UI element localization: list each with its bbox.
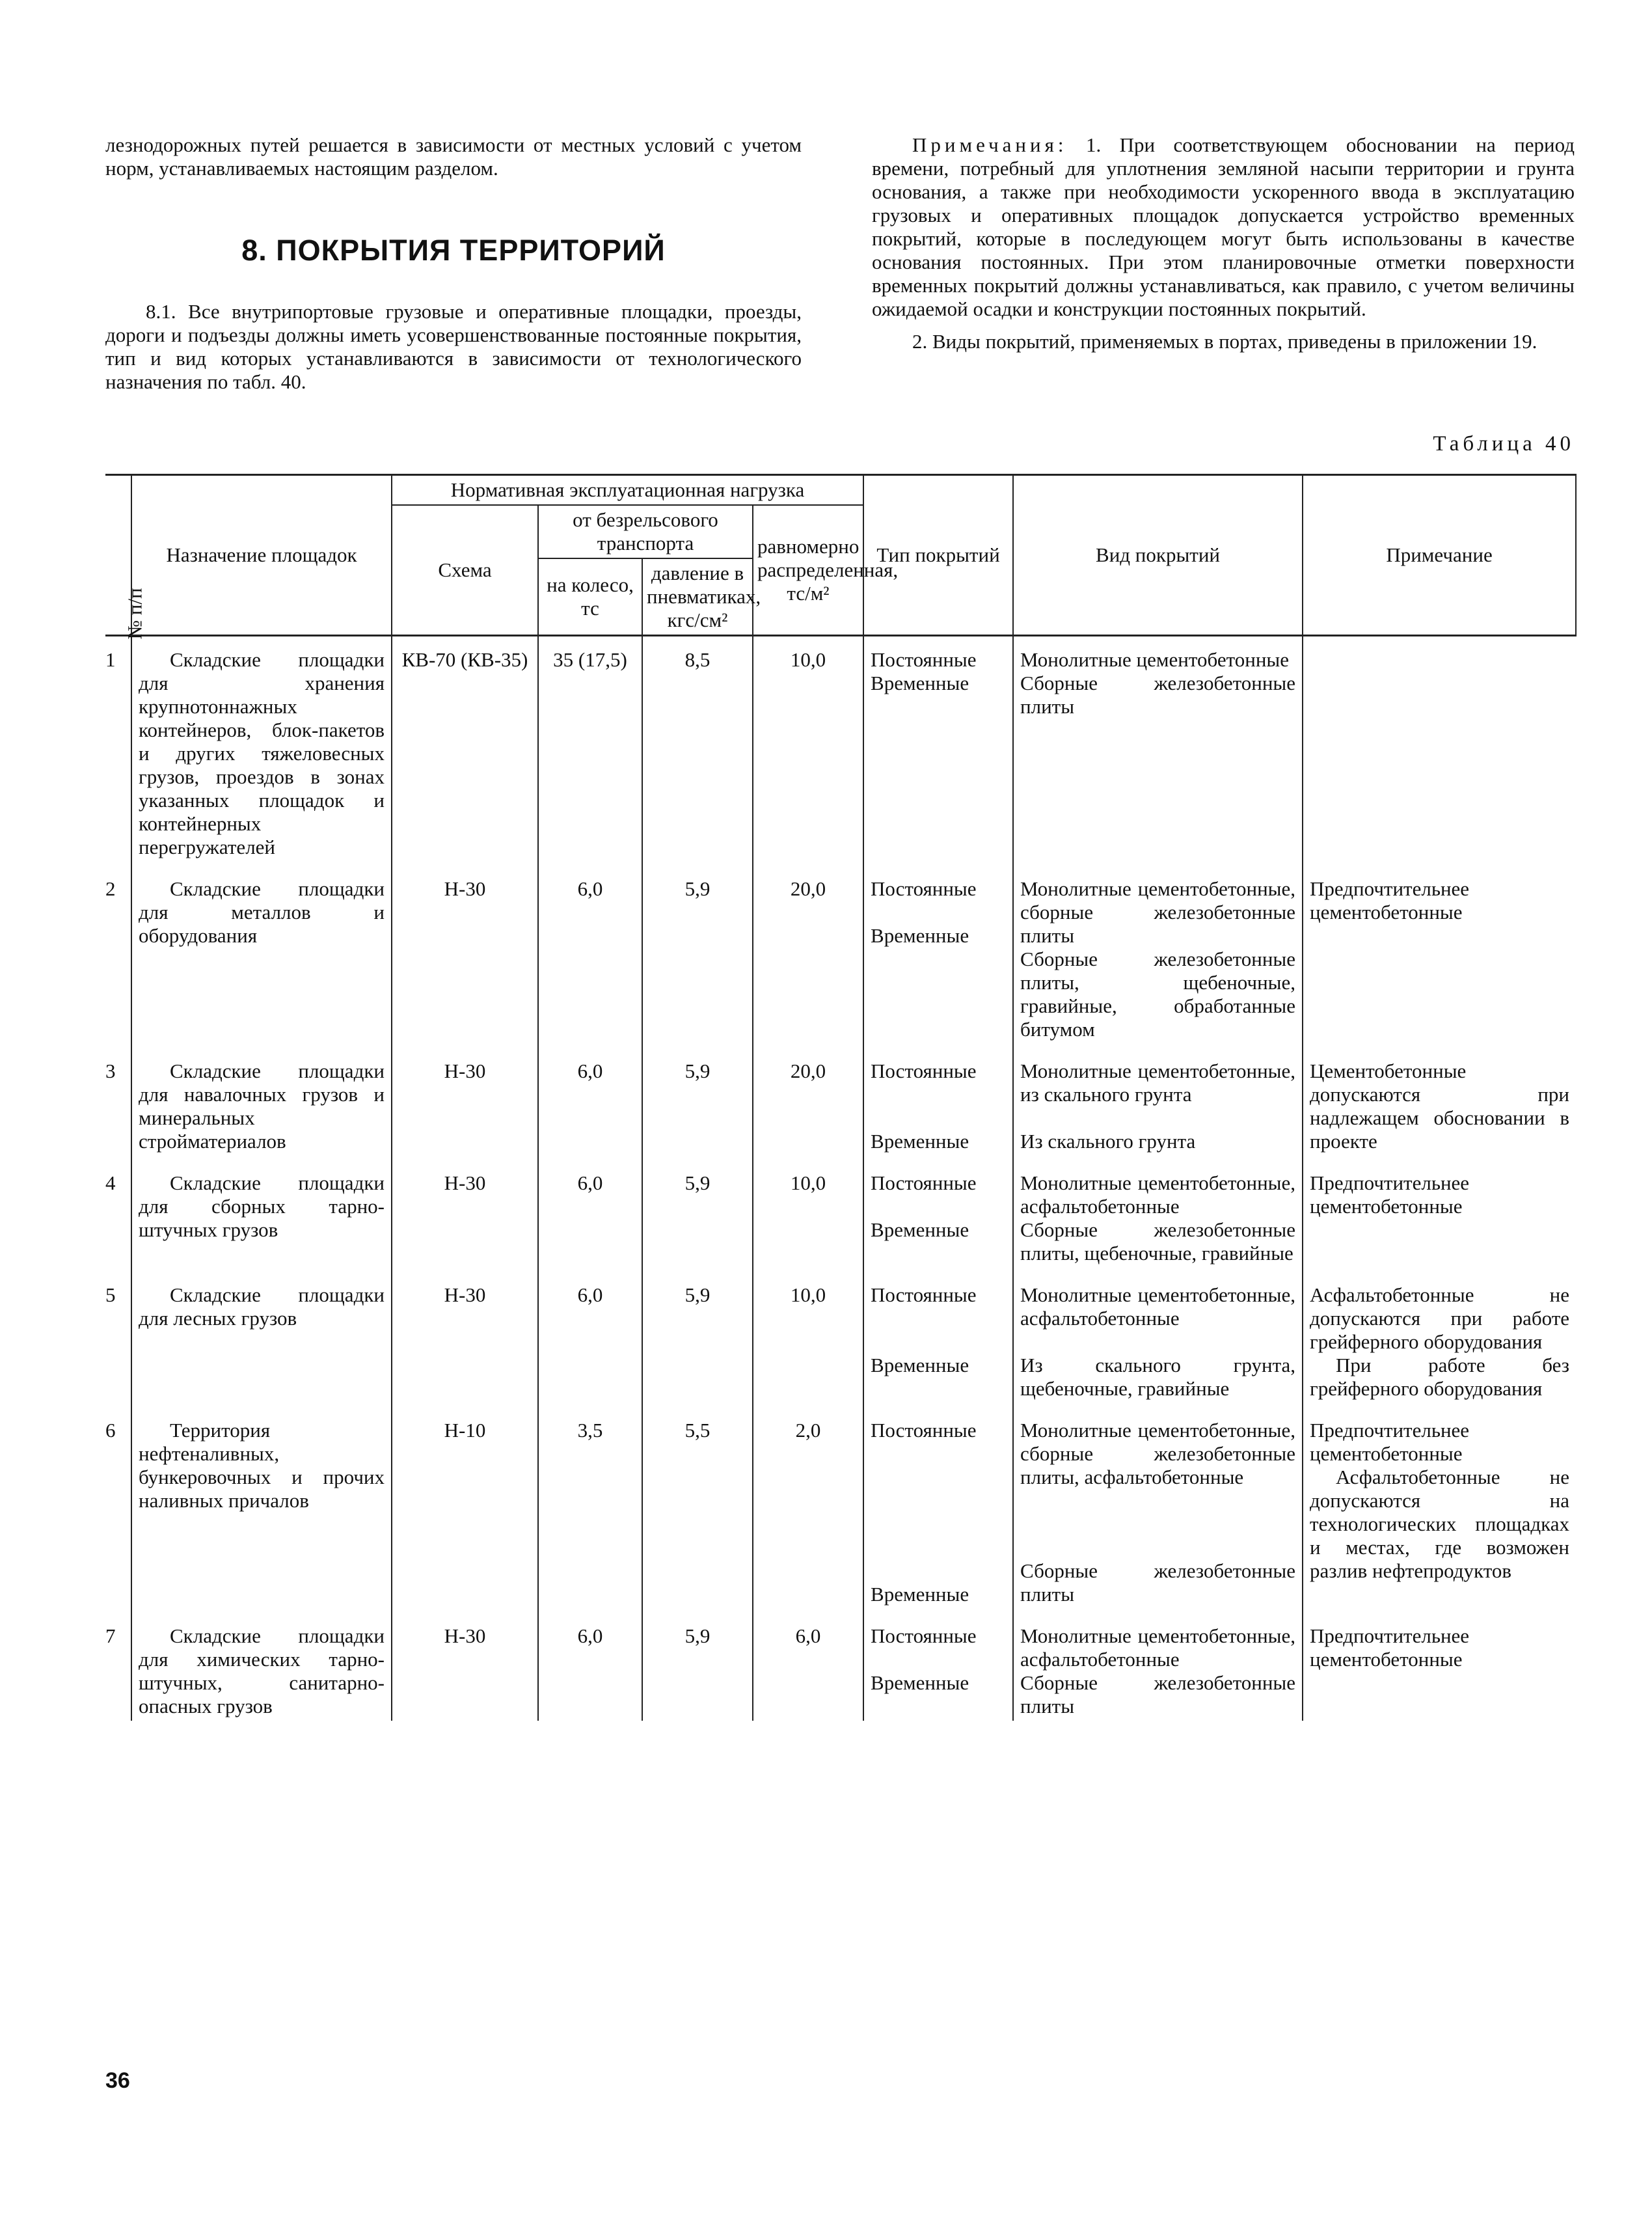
- row-scheme: Н-10: [392, 1403, 538, 1609]
- table-row: [105, 1156, 1576, 1268]
- row-note: [1303, 636, 1576, 862]
- row-type: Постоянные Временные: [863, 1403, 1013, 1609]
- row-type: Постоянные Временные: [863, 862, 1013, 1044]
- table-row: [105, 1044, 1576, 1156]
- header-wheel: на колесо, тс: [538, 558, 642, 636]
- section-title: 8. ПОКРЫТИЯ ТЕРРИТОРИЙ: [241, 234, 666, 267]
- row-scheme: Н-30: [392, 1609, 538, 1721]
- header-type: Тип покрытий: [863, 475, 1013, 636]
- table-row: [105, 1403, 1576, 1609]
- row-type: Постоянные Временные: [863, 1609, 1013, 1721]
- row-num: 4: [105, 1171, 116, 1194]
- row-type: Постоянные Временные: [863, 1044, 1013, 1156]
- row-num: 5: [105, 1283, 116, 1306]
- row-scheme: Н-30: [392, 1044, 538, 1156]
- row-scheme: Н-30: [392, 862, 538, 1044]
- row-purpose: Складские площадки для металлов и оборудования: [131, 862, 392, 1044]
- row-kind: Монолитные цементобетонные, асфальтобетонные Сборные железобетонные плиты: [1013, 1609, 1303, 1721]
- row-purpose: Складские площадки для хранения крупнотоннажных контейнеров, блок-пакетов и других тяжеловесных грузов, проездов в зонах указанных площадок и контейнерных перегружателей: [131, 636, 392, 862]
- row-wheel: 6,0: [538, 1268, 642, 1403]
- row-pressure: 5,9: [642, 862, 753, 1044]
- table-40: [105, 474, 1577, 1721]
- row-wheel: 6,0: [538, 1156, 642, 1268]
- note-1-paragraph: [872, 133, 1575, 321]
- row-num: 1: [105, 648, 116, 671]
- row-kind: Монолитные цементобетонные, из скального грунта Из скального грунта: [1013, 1044, 1303, 1156]
- row-type: Постоянные Временные: [863, 1156, 1013, 1268]
- row-uniform: 6,0: [753, 1609, 863, 1721]
- notes-label: Примечания:: [912, 133, 1068, 156]
- header-purpose: Назначение площадок: [131, 475, 392, 636]
- table-row: [105, 1609, 1576, 1721]
- row-purpose: Территория нефтеналивных, бункеровочных и прочих наливных причалов: [131, 1403, 392, 1609]
- row-note: Цементобетонные допускаются при надлежащем обосновании в проекте: [1303, 1044, 1576, 1156]
- row-uniform: 10,0: [753, 636, 863, 862]
- row-purpose: Складские площадки для лесных грузов: [131, 1268, 392, 1403]
- row-kind: Монолитные цементобетонные, сборные железобетонные плиты, асфальтобетонные Сборные железобетонные плиты: [1013, 1403, 1303, 1609]
- row-type: Постоянные Временные: [863, 636, 1013, 862]
- header-scheme: Схема: [392, 505, 538, 636]
- row-uniform: 20,0: [753, 1044, 863, 1156]
- row-uniform: 20,0: [753, 862, 863, 1044]
- row-pressure: 8,5: [642, 636, 753, 862]
- row-num: 3: [105, 1060, 116, 1082]
- row-note: Предпочтительнее цементобетонные: [1303, 862, 1576, 1044]
- row-num: 2: [105, 877, 116, 900]
- table-row: [105, 1268, 1576, 1403]
- row-wheel: 3,5: [538, 1403, 642, 1609]
- row-note: Предпочтительнее цементобетонные Асфальтобетонные не допускаются на технологических площадках и местах, где возможен разлив нефтепродуктов: [1303, 1403, 1576, 1609]
- row-note: Предпочтительнее цементобетонные: [1303, 1609, 1576, 1721]
- header-row-1: [105, 475, 1576, 506]
- row-wheel: 6,0: [538, 862, 642, 1044]
- row-purpose: Складские площадки для химических тарно-штучных, санитарно-опасных грузов: [131, 1609, 392, 1721]
- row-wheel: 6,0: [538, 1044, 642, 1156]
- row-purpose: Складские площадки для навалочных грузов и минеральных стройматериалов: [131, 1044, 392, 1156]
- row-type: Постоянные Временные: [863, 1268, 1013, 1403]
- header-num: № п/п: [105, 475, 131, 636]
- row-kind: Монолитные цементобетонные, асфальтобетонные Сборные железобетонные плиты, щебеночные, гравийные: [1013, 1156, 1303, 1268]
- row-purpose: Складские площадки для сборных тарно-штучных грузов: [131, 1156, 392, 1268]
- row-pressure: 5,9: [642, 1609, 753, 1721]
- header-kind: Вид покрытий: [1013, 475, 1303, 636]
- table-row: [105, 862, 1576, 1044]
- row-scheme: КВ-70 (КВ-35): [392, 636, 538, 862]
- row-uniform: 10,0: [753, 1268, 863, 1403]
- row-note: Предпочтительнее цементобетонные: [1303, 1156, 1576, 1268]
- row-uniform: 2,0: [753, 1403, 863, 1609]
- row-scheme: Н-30: [392, 1268, 538, 1403]
- row-scheme: Н-30: [392, 1156, 538, 1268]
- row-kind: Монолитные цементобетонные Сборные железобетонные плиты: [1013, 636, 1303, 862]
- row-wheel: 6,0: [538, 1609, 642, 1721]
- row-kind: Монолитные цементобетонные, асфальтобетонные Из скального грунта, щебеночные, гравийные: [1013, 1268, 1303, 1403]
- table-caption: Таблица 40: [1433, 432, 1575, 456]
- header-pressure: давление в пневматиках, кгс/см²: [642, 558, 753, 636]
- page-number: 36: [105, 2068, 130, 2093]
- table-row: [105, 636, 1576, 862]
- right-text-column: [872, 133, 1575, 353]
- row-num: 7: [105, 1624, 116, 1647]
- row-uniform: 10,0: [753, 1156, 863, 1268]
- row-wheel: 35 (17,5): [538, 636, 642, 862]
- row-kind: Монолитные цементобетонные, сборные железобетонные плиты Сборные железобетонные плиты, щебеночные, гравийные, обработанные битумом: [1013, 862, 1303, 1044]
- header-uniform: равномерно распределенная, тс/м²: [753, 505, 863, 636]
- left-text-column: [105, 133, 802, 394]
- row-pressure: 5,9: [642, 1044, 753, 1156]
- row-pressure: 5,9: [642, 1268, 753, 1403]
- note-1-text: 1. При соответствующем обосновании на период времени, потребный для уплотнения земляной насыпи территории и грунта основания, а также при необходимости ускоренного ввода в эксплуатацию грузовых и оперативных площадок допускается устройство временных покрытий, которые в последующем могут быть использованы в качестве основания постоянных. При этом планировочные отметки поверхности временных покрытий должны устанавливаться, как правило, с учетом величины ожидаемой осадки и конструкции постоянных покрытий.: [872, 133, 1575, 320]
- row-num: 6: [105, 1419, 116, 1442]
- row-note: Асфальтобетонные не допускаются при работе грейферного оборудования При работе без грейферного оборудования: [1303, 1268, 1576, 1403]
- continuation-paragraph: лезнодорожных путей решается в зависимости от местных условий с учетом норм, устанавливаемых настоящим разделом.: [105, 133, 802, 180]
- note-2-paragraph: 2. Виды покрытий, применяемых в портах, приведены в приложении 19.: [912, 330, 1537, 353]
- paragraph-8-1: 8.1. Все внутрипортовые грузовые и оперативные площадки, проезды, дороги и подъезды должны иметь усовершенствованные постоянные покрытия, тип и вид которых устанавливаются в зависимости от технологического назначения по табл. 40.: [105, 300, 802, 393]
- row-pressure: 5,5: [642, 1403, 753, 1609]
- row-pressure: 5,9: [642, 1156, 753, 1268]
- header-trackless: от безрельсового транспорта: [538, 505, 753, 558]
- header-note: Примечание: [1303, 475, 1576, 636]
- header-load-group: Нормативная эксплуатационная нагрузка: [392, 475, 863, 506]
